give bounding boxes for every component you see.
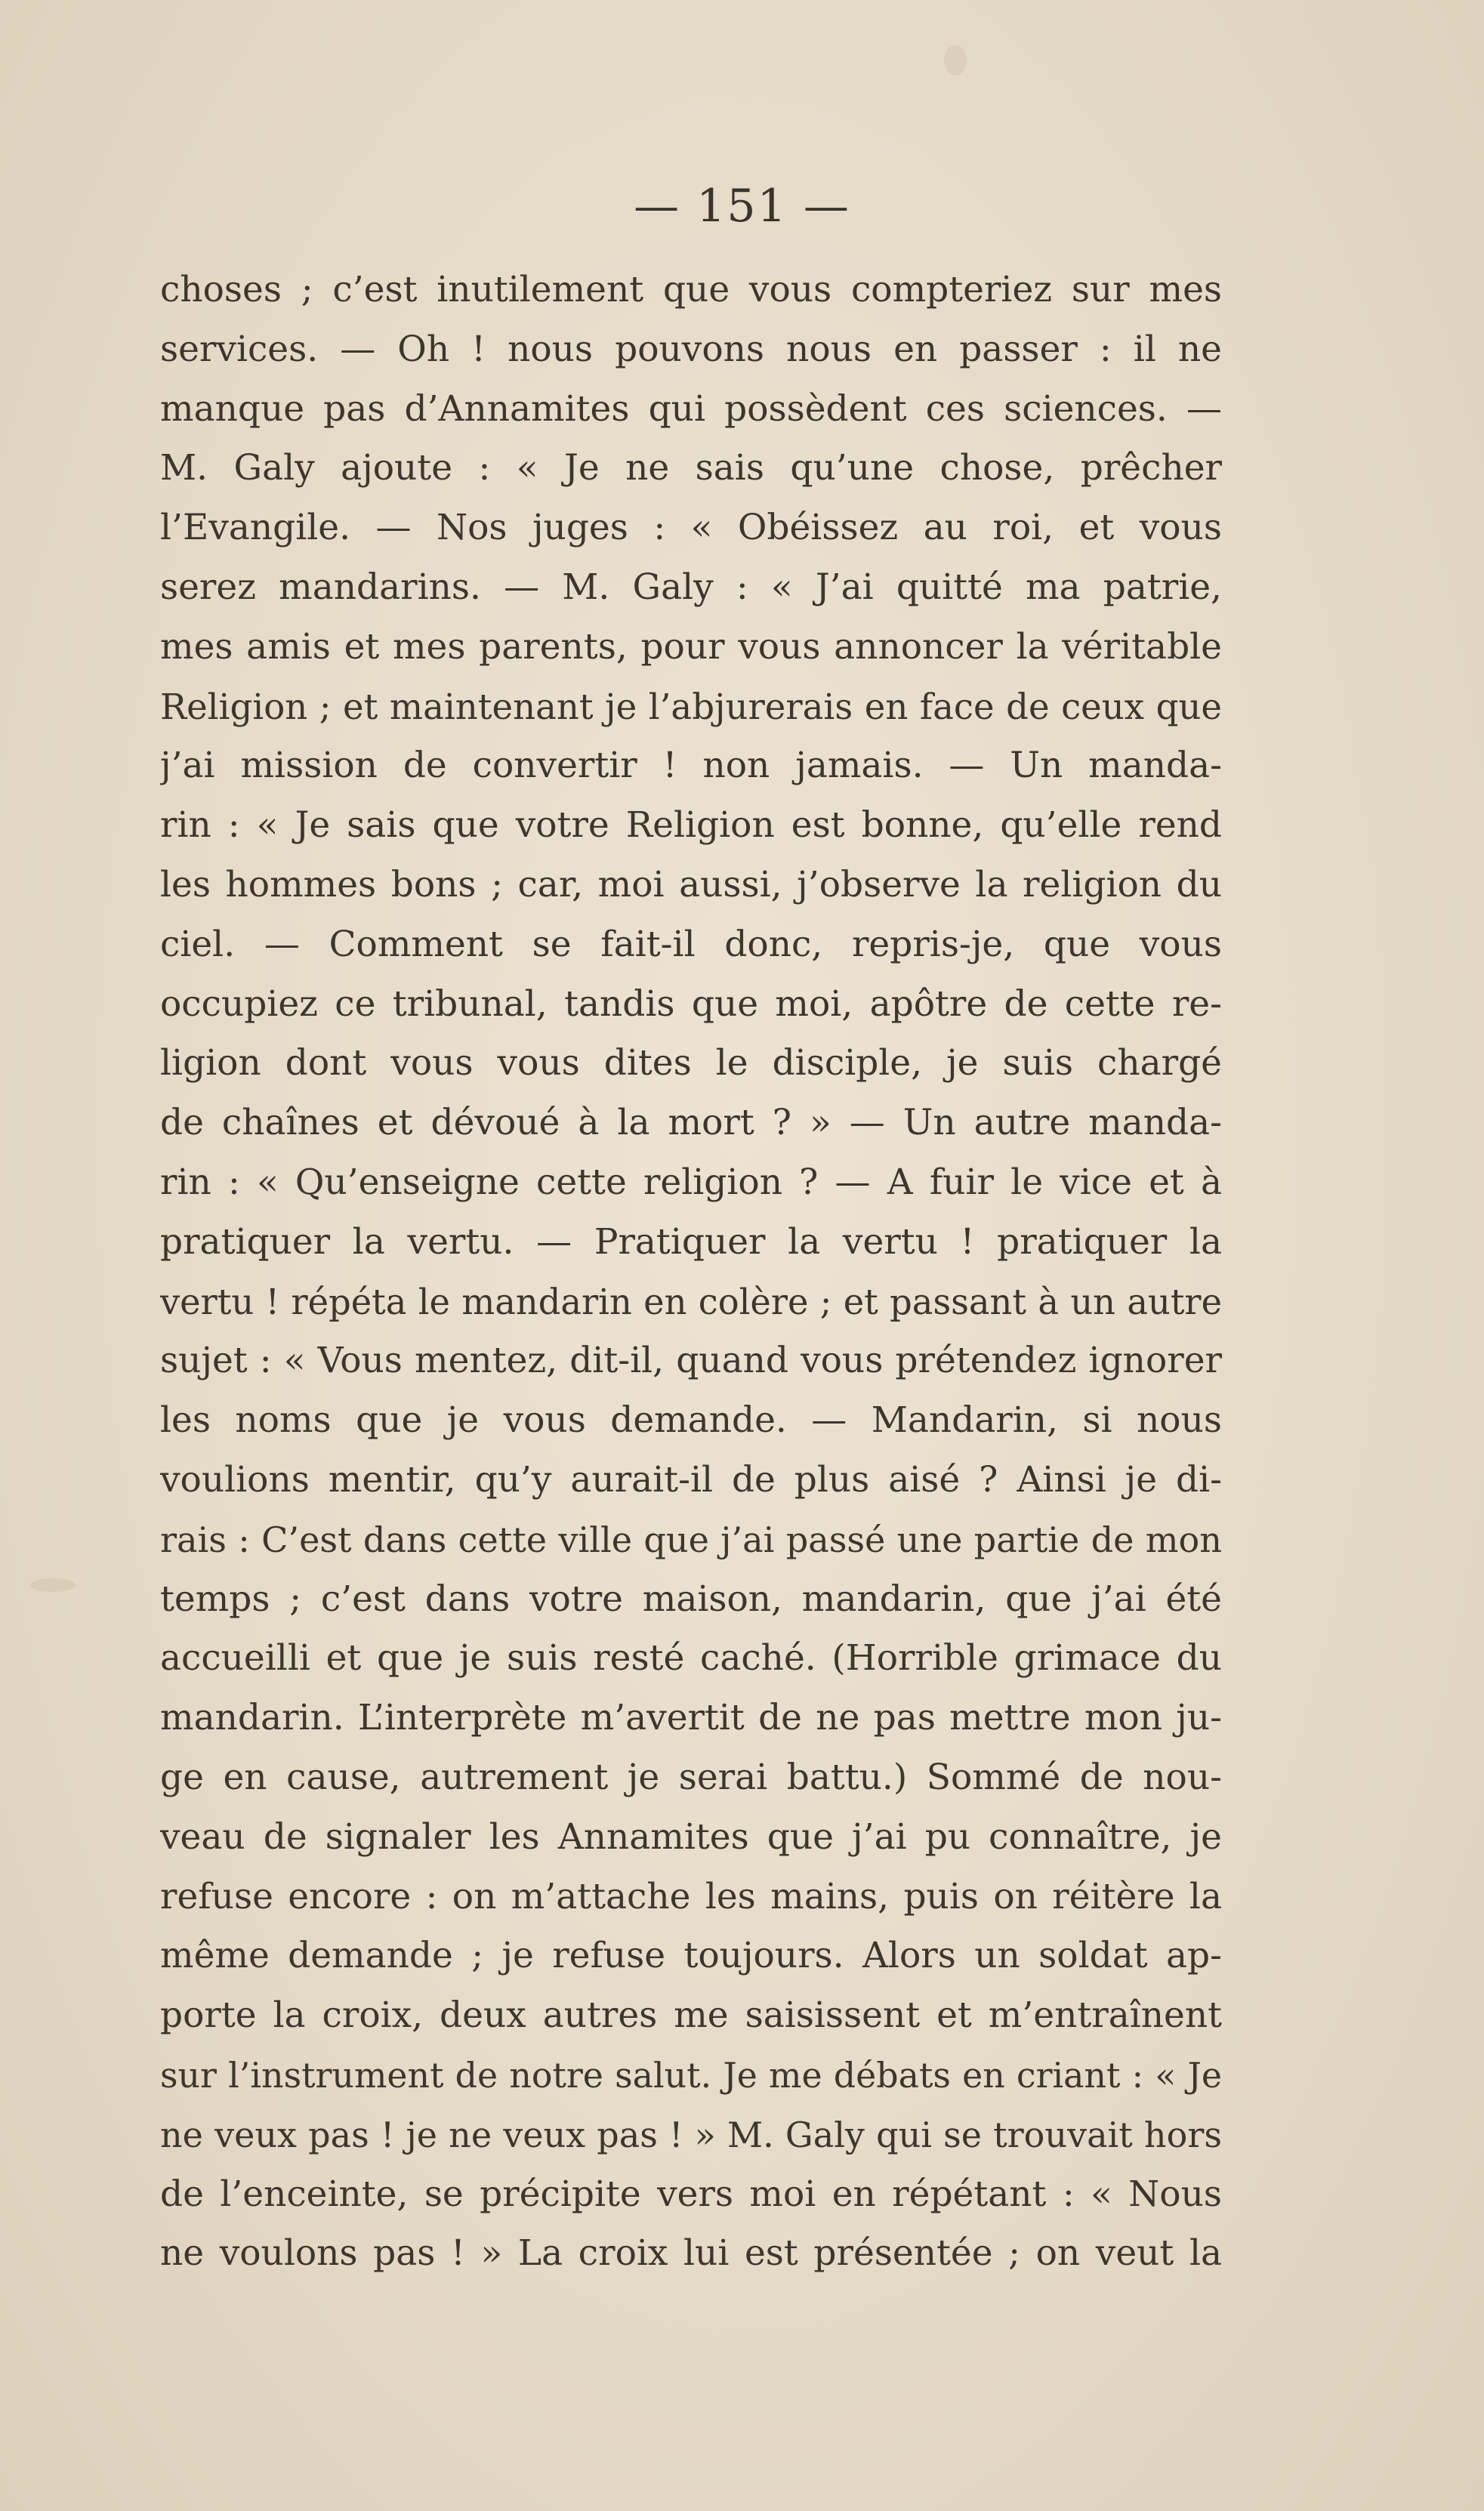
text-line: temps ; c’est dans votre maison, mandarin, que j’ai été bbox=[160, 1578, 1222, 1620]
text-line: même demande ; je refuse toujours. Alors un soldat ap- bbox=[160, 1935, 1222, 1977]
text-line: porte la croix, deux autres me saisissent et m’entraînent bbox=[160, 1994, 1222, 2037]
text-line: ge en cause, autrement je serai battu.) Sommé de nou- bbox=[160, 1756, 1222, 1798]
text-line: rais : C’est dans cette ville que j’ai passé une partie de mon bbox=[160, 1519, 1222, 1560]
text-line: mes amis et mes parents, pour vous annoncer la véritable bbox=[160, 625, 1222, 668]
text-line: ciel. — Comment se fait-il donc, repris-je, que vous bbox=[160, 923, 1222, 965]
text-line: ligion dont vous vous dites le disciple, je suis chargé bbox=[160, 1042, 1222, 1084]
text-line: serez mandarins. — M. Galy : « J’ai quitté ma patrie, bbox=[160, 566, 1222, 608]
text-line: Religion ; et maintenant je l’abjurerais en face de ceux que bbox=[160, 686, 1222, 727]
body-text bbox=[160, 261, 1222, 2284]
paper-stain bbox=[944, 45, 967, 76]
text-line: de chaînes et dévoué à la mort ? » — Un autre manda- bbox=[160, 1102, 1222, 1144]
text-line: j’ai mission de convertir ! non jamais. — Un manda- bbox=[160, 745, 1222, 787]
text-line: les noms que je vous demande. — Mandarin, si nous bbox=[160, 1399, 1222, 1442]
text-line: mandarin. L’interprète m’avertit de ne pas mettre mon ju- bbox=[160, 1697, 1222, 1739]
text-line: les hommes bons ; car, moi aussi, j’observe la religion du bbox=[160, 863, 1222, 905]
text-line: refuse encore : on m’attache les mains, puis on réitère la bbox=[160, 1875, 1222, 1917]
text-line: accueilli et que je suis resté caché. (Horrible grimace du bbox=[160, 1637, 1222, 1680]
page-number-header: — 151 — bbox=[634, 180, 850, 233]
text-line: sujet : « Vous mentez, dit-il, quand vous prétendez ignorer bbox=[160, 1340, 1222, 1382]
text-line: manque pas d’Annamites qui possèdent ces sciences. — bbox=[160, 387, 1222, 430]
text-line: ne voulons pas ! » La croix lui est présentée ; on veut la bbox=[160, 2232, 1222, 2275]
text-line: rin : « Qu’enseigne cette religion ? — A fuir le vice et à bbox=[160, 1161, 1222, 1203]
text-line: services. — Oh ! nous pouvons nous en passer : il ne bbox=[160, 328, 1222, 370]
text-line: l’Evangile. — Nos juges : « Obéissez au roi, et vous bbox=[160, 507, 1222, 549]
text-line: choses ; c’est inutilement que vous compteriez sur mes bbox=[160, 269, 1222, 310]
text-line: sur l’instrument de notre salut. Je me débats en criant : « Je bbox=[160, 2054, 1222, 2096]
text-line: voulions mentir, qu’y aurait-il de plus aisé ? Ainsi je di- bbox=[160, 1458, 1222, 1501]
text-line: vertu ! répéta le mandarin en colère ; et passant à un autre bbox=[160, 1281, 1222, 1322]
text-line: occupiez ce tribunal, tandis que moi, apôtre de cette re- bbox=[160, 982, 1222, 1025]
text-line: ne veux pas ! je ne veux pas ! » M. Galy qui se trouvait hors bbox=[160, 2114, 1222, 2155]
text-line: de l’enceinte, se précipite vers moi en répétant : « Nous bbox=[160, 2173, 1222, 2215]
text-line: rin : « Je sais que votre Religion est bonne, qu’elle rend bbox=[160, 804, 1222, 847]
text-line: pratiquer la vertu. — Pratiquer la vertu ! pratiquer la bbox=[160, 1220, 1222, 1263]
text-line: M. Galy ajoute : « Je ne sais qu’une chose, prêcher bbox=[160, 447, 1222, 489]
text-line: veau de signaler les Annamites que j’ai pu connaître, je bbox=[160, 1815, 1222, 1858]
paper-stain bbox=[30, 1578, 76, 1592]
